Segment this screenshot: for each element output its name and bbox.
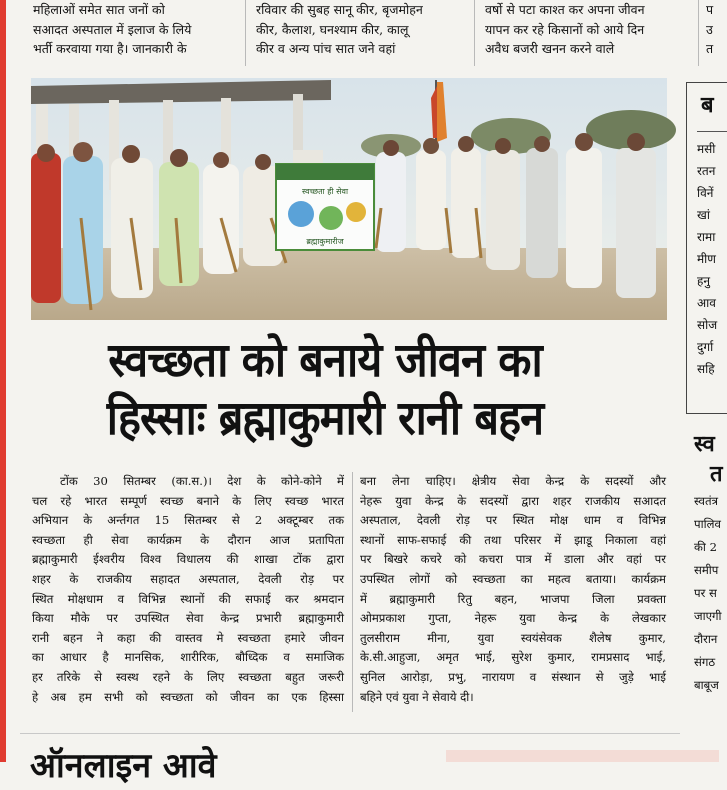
article-column-2 [360,472,666,707]
text-line: महिलाओं समेत सात जनों को [33,2,165,17]
text-line: रामा [697,230,716,244]
banner-text-2: ब्रह्माकुमारीज [306,237,344,246]
text-line: सहि [697,362,715,376]
text-line: वर्षो से पटा काश्त कर अपना जीवन [485,2,645,17]
text-line: उ [706,21,713,37]
text-line: भर्ती करवाया गया है। जानकारी के [33,41,187,56]
side-article [694,430,724,697]
text-line: संगठ [694,655,716,669]
text-line: आव [697,296,716,310]
text-line: बना लेना चाहिए। क्षेत्रीय सेवा केन्द्र के सदस्यों और [360,474,666,488]
side-box-rule [697,131,727,132]
side-article-heading: त [710,462,723,487]
text-line: में ब्रह्माकुमारी रितु बहन, भाजपा जिला प्रवक्ता [360,591,666,606]
text-line: हे अब हम सभी को स्वच्छता को जीवन का एक हिस्सा [32,689,344,704]
section-divider [20,733,680,734]
text-line: रतन [697,164,716,178]
text-line: दौरान [694,632,718,646]
text-line: बहिने एवं युवा ने सेवाये दी। [360,689,474,704]
text-line: तुलसीराम मीना, युवा स्वयंसेवक शैलेष कुमार, [360,630,666,645]
banner-text-1: स्वच्छता ही सेवा [301,187,349,196]
text-line: कीर, कैलाश, घनश्याम कीर, कालू [256,21,409,37]
side-article-heading: स्व [694,432,715,457]
text-line: समीप [694,563,719,577]
text-line: खां [697,208,710,222]
text-line: अवैध बजरी खनन करने वाले [485,41,615,56]
text-line: सुनिल आरोड़ा, प्रभु, नारायण व संस्थान से जुड़े भाई [360,669,666,684]
article-column-1 [32,472,344,707]
text-line: स्थानों साफ-सफाई की तथा परिसर में झाडू निकाला वहां [360,532,666,547]
top-column-4 [706,0,719,64]
top-column-1 [33,0,238,64]
article-photo [31,78,667,320]
text-line: प [706,2,714,17]
advert-band [446,750,719,762]
page-edge-red-bar [0,0,6,762]
text-line: रविवार की सुबह सानू कीर, बृजमोहन [256,2,423,17]
text-line: नेहरू युवा केन्द्र के सदस्यों द्वारा शहर राजकीय सआदत [360,493,666,508]
text-line: रानी बहन ने कहा की वास्तव मे स्वच्छता हमारे जीवन [32,630,344,645]
text-line: शहर के राजकीय सहादत अस्पताल, देवली रोड़ पर [32,571,344,586]
column-rule [352,472,353,712]
text-line: ब्रह्माकुमारी ईश्वरीय विश्व विधालय की शाखा टोंक द्वारा [32,552,344,567]
text-line: हनु [697,274,711,288]
text-line: मीण [697,252,716,266]
text-line: किया मौके पर उपस्थित सेवा केन्द्र प्रभारी ब्रह्माकुमारी [32,611,344,626]
text-line: पर स [694,586,717,600]
side-news-box [686,82,727,414]
headline-line-2: हिस्साः ब्रह्माकुमारी रानी बहन [106,391,544,446]
text-line: दुर्गा [697,340,714,354]
text-line: चल रहे भारत सम्पूर्ण स्वच्छ बनाने के लिए स्वच्छ भारत [32,493,344,508]
text-line: ओमप्रकाश गुप्ता, नेहरू युवा केन्द्र के लेखकार [360,611,666,626]
text-line: स्वच्छता ही सेवा कार्यक्रम के दौरान आज प्रतापिता [32,532,344,547]
text-line: पालिव [694,517,721,531]
side-box-heading: ब [701,93,714,118]
text-line: कीर व अन्य पांच सात जने वहां [256,41,396,56]
next-article-headline: ऑनलाइन आवे [30,746,217,786]
text-line: स्वतंत्र [694,494,718,508]
text-line: बाबूज [694,678,719,692]
text-line: विनें [697,186,714,200]
text-line: सोज [697,318,718,332]
text-line: त [706,41,714,56]
text-line: अस्पताल, देवली रोड़ पर स्थित मोक्ष धाम व विभिन्न [360,513,666,528]
text-line: का आधार है मानसिक, शारीरिक, बौध्दिक व समाजिक [32,650,344,665]
text-line: उपस्थित लोगों को स्वच्छता का महत्व बताया। कार्यक्रम [360,571,666,586]
text-line: स्थित मोक्षधाम व विभिन्न स्थानों की सफाई कर श्रमदान [32,591,344,606]
top-column-2 [256,0,466,64]
text-line: यापन कर रहे किसानों को आये दिन [485,21,645,37]
column-rule [245,0,246,66]
headline-line-1: स्वच्छता को बनाये जीवन का [108,333,542,388]
text-line: अभियान के अर्न्तगत 15 सितम्बर से 2 अक्टूम्बर तक [32,513,344,528]
text-line: के.सी.आहुजा, अमृत भाई, सुरेश कुमार, रामप्रसाद भाई, [360,650,666,665]
top-column-3 [485,0,691,64]
column-rule [698,0,699,66]
text-line: हर तरिके से स्वस्थ रहने के लिए स्वच्छता बहुत जरूरी [32,669,344,684]
group-photo-illustration [31,78,667,320]
text-line: सआदत अस्पताल में इलाज के लिये [33,21,192,37]
column-rule [474,0,475,66]
text-line: की 2 [694,540,717,554]
text-line: पर बिखरे कचरे को कचरा पात्र में डाला और वहां पर [360,552,666,567]
text-line: टोंक 30 सितम्बर (का.स.)। देश के कोने-कोने में [60,474,344,488]
text-line: जाएगी [694,609,722,623]
text-line: मसी [697,142,716,156]
